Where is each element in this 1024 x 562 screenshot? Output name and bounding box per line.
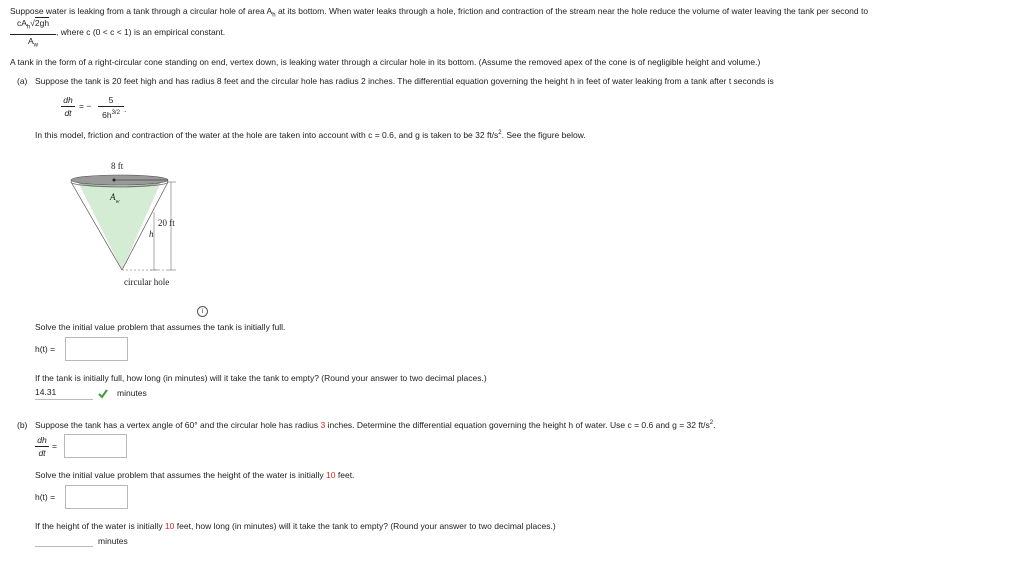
frac-num-sub: h [26, 24, 31, 31]
part-b-empty-text [35, 521, 556, 531]
part-b-h-label: h(t) = [35, 492, 56, 502]
part-a-text: Suppose the tank is 20 feet high and has radius 8 feet and the circular hole has radius 2 inches. The differential equation governing the height h in feet of water leaking from a tank after t seconds is [35, 76, 774, 86]
part-a-empty-answer[interactable]: 14.31 [35, 385, 93, 400]
part-a-minutes: minutes [117, 388, 147, 398]
rhs-exp: 3/2 [111, 110, 120, 116]
part-b-text [35, 420, 715, 430]
part-b-text-pre: Suppose the tank has a vertex angle of 60° and the circular hole has radius [35, 420, 321, 430]
problem-text: A tank in the form of a right-circular cone standing on end, vertex down, is leaking water through a circular hole in its bottom. (Assume the removed apex of the cone is of negligible height and volume.) [10, 57, 761, 67]
dt-text: dt [38, 448, 46, 458]
where-text: , where c (0 < c < 1) is an empirical constant. [56, 27, 226, 37]
part-b-de-input[interactable] [64, 434, 127, 458]
check-icon [98, 389, 108, 399]
fraction-bar [98, 106, 124, 107]
part-a-dh-dt [61, 95, 75, 118]
volume-fraction [10, 18, 56, 50]
fraction-bar [61, 106, 75, 107]
circular-hole-label: circular hole [124, 277, 170, 287]
aw-label [110, 192, 120, 205]
info-icon[interactable]: i [197, 306, 208, 317]
cone-figure [70, 158, 200, 294]
height-label: 20 ft [158, 218, 175, 228]
part-b-text-end: . [713, 420, 716, 430]
rhs-period: . [124, 104, 127, 114]
part-b-empty-pre: If the height of the water is initially [35, 521, 165, 531]
part-b-ivp-pre: Solve the initial value problem that assumes the height of the water is initially [35, 470, 327, 480]
cone-diagram [70, 158, 200, 294]
sqrt-icon: √ [30, 18, 35, 28]
rhs-numerator: 5 [108, 95, 114, 105]
model-text-end: . See the figure below. [501, 130, 586, 140]
frac-num-text: cA [16, 18, 27, 28]
dh-text: dh [63, 95, 73, 105]
model-exp: 2 [498, 130, 502, 137]
water-height-label: h [149, 229, 154, 239]
frac-den-text: A [27, 35, 34, 46]
aw-sub: w [115, 198, 120, 205]
rhs-den-text: 6h [102, 109, 112, 120]
top-radius-label: 8 ft [111, 161, 124, 171]
volume-fraction-numerator [10, 18, 56, 33]
part-a-label: (a) [17, 76, 28, 86]
frac-den-sub: w [33, 42, 38, 49]
part-b-dh-dt [35, 435, 49, 458]
part-a-ivp-text: Solve the initial value problem that assumes the tank is initially full. [35, 322, 286, 332]
intro-text-rest: at its bottom. When water leaks through a hole, friction and contraction of the stream near the hole reduce the volume of water leaving the tank per second to [275, 6, 869, 16]
part-b-h-input[interactable] [65, 485, 128, 509]
frac-radicand: 2gh [34, 18, 50, 28]
dt-text: dt [64, 108, 72, 118]
part-b-equals: = [52, 441, 57, 451]
part-b-empty-post: feet, how long (in minutes) will it take the tank to empty? (Round your answer to two decimal places.) [174, 521, 556, 531]
rhs-denominator [98, 108, 124, 120]
part-b-text-post: inches. Determine the differential equation governing the height h of water. Use c = 0.6 and g = 32 ft/s [325, 420, 710, 430]
part-b-ivp-text [35, 470, 354, 480]
part-b-exp: 2 [709, 420, 714, 427]
part-a-h-label: h(t) = [35, 344, 56, 354]
part-b-empty-height: 10 [164, 521, 175, 531]
part-b-ivp-post: feet. [335, 470, 355, 480]
part-b-minutes: minutes [98, 536, 128, 546]
part-b-ivp-height: 10 [326, 470, 336, 480]
model-text [35, 130, 586, 140]
part-b-label: (b) [17, 420, 28, 430]
part-a-h-input[interactable] [65, 337, 128, 361]
part-b-radius: 3 [320, 420, 326, 430]
intro-text: Suppose water is leaking from a tank through a circular hole of area A [10, 6, 273, 16]
dh-text: dh [37, 435, 47, 445]
part-a-rhs-fraction [98, 95, 127, 120]
intro-line [10, 6, 868, 19]
intro-sub: h [272, 12, 276, 19]
part-a-equals: = − [79, 101, 92, 111]
fraction-bar [10, 34, 56, 35]
aw-text: A [110, 192, 116, 202]
part-a-empty-text: If the tank is initially full, how long (in minutes) will it take the tank to empty? (Round your answer to two decimal places.) [35, 373, 487, 383]
model-text-main: In this model, friction and contraction of the water at the hole are taken into account with c = 0.6, and g is taken to be 32 ft/s [35, 130, 499, 140]
part-b-empty-input[interactable] [35, 532, 93, 547]
volume-fraction-denominator [10, 36, 56, 51]
fraction-bar [35, 446, 49, 447]
